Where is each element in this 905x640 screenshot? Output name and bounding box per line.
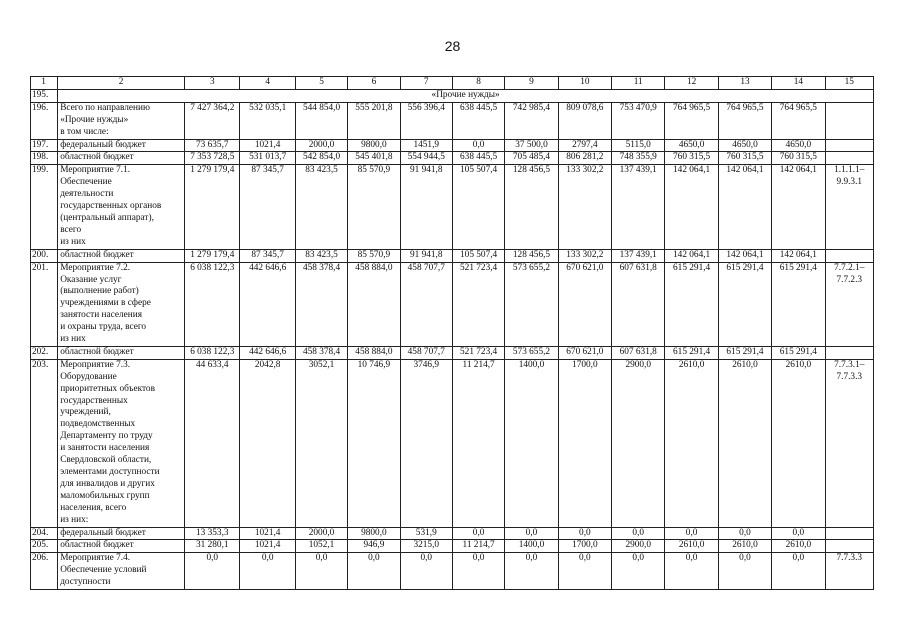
value-cell: 0,0 (452, 527, 504, 540)
column-number-cell: 7 (400, 77, 452, 90)
value-cell: 542 854,0 (295, 152, 347, 165)
value-cell: 573 655,2 (505, 346, 558, 359)
value-cell: 0,0 (505, 527, 558, 540)
value-cell: 37 500,0 (505, 139, 558, 152)
value-cell: 0,0 (718, 527, 771, 540)
value-cell: 142 064,1 (665, 165, 718, 249)
value-cell: 2610,0 (718, 540, 771, 553)
value-cell: 2610,0 (772, 540, 825, 553)
value-cell: 544 854,0 (295, 102, 347, 139)
table-row (31, 262, 874, 346)
description-cell: Мероприятие 7.3. Оборудование приоритетных объектов государственных учреждений, подведомственных Департаменту по труду и занятости населения Свердловской области, элементами доступности для инвалидов и других маломобильных групп населения, всего из них: (58, 359, 185, 527)
value-cell: 0,0 (452, 553, 504, 590)
row-number-cell: 197. (31, 139, 58, 152)
value-cell: 607 631,8 (612, 262, 665, 346)
value-cell: 458 378,4 (295, 346, 347, 359)
value-cell: 760 315,5 (718, 152, 771, 165)
value-cell: 742 985,4 (505, 102, 558, 139)
target-reference-cell (825, 139, 873, 152)
value-cell: 607 631,8 (612, 346, 665, 359)
value-cell: 105 507,4 (452, 249, 504, 262)
value-cell: 0,0 (718, 553, 771, 590)
value-cell: 1700,0 (558, 359, 611, 527)
description-cell: областной бюджет (58, 346, 185, 359)
row-number-cell: 205. (31, 540, 58, 553)
target-reference-cell: 1.1.1.1– 9.9.3.1 (825, 165, 873, 249)
value-cell: 13 353,3 (185, 527, 240, 540)
column-number-cell: 10 (558, 77, 611, 90)
row-number-cell: 196. (31, 102, 58, 139)
row-number-cell: 202. (31, 346, 58, 359)
value-cell: 760 315,5 (665, 152, 718, 165)
value-cell: 3052,1 (295, 359, 347, 527)
column-number-cell: 15 (825, 77, 873, 90)
value-cell: 458 707,7 (400, 346, 452, 359)
table-row (31, 553, 874, 590)
value-cell: 1400,0 (505, 359, 558, 527)
value-cell: 0,0 (295, 553, 347, 590)
value-cell: 615 291,4 (718, 346, 771, 359)
row-number-cell: 200. (31, 249, 58, 262)
row-number-cell: 199. (31, 165, 58, 249)
value-cell: 760 315,5 (772, 152, 825, 165)
table-row (31, 152, 874, 165)
value-cell: 11 214,7 (452, 359, 504, 527)
value-cell: 9800,0 (348, 527, 400, 540)
value-cell: 2042,8 (240, 359, 295, 527)
description-cell: Мероприятие 7.2. Оказание услуг (выполнение работ) учреждениями в сфере занятости населения и охраны труда, всего из них (58, 262, 185, 346)
value-cell: 0,0 (558, 553, 611, 590)
value-cell: 1400,0 (505, 540, 558, 553)
value-cell: 11 214,7 (452, 540, 504, 553)
value-cell: 2610,0 (772, 359, 825, 527)
column-number-cell: 6 (348, 77, 400, 90)
value-cell: 806 281,2 (558, 152, 611, 165)
value-cell: 764 965,5 (772, 102, 825, 139)
value-cell: 554 944,5 (400, 152, 452, 165)
value-cell: 1451,9 (400, 139, 452, 152)
value-cell: 4650,0 (772, 139, 825, 152)
value-cell: 670 621,0 (558, 346, 611, 359)
value-cell: 87 345,7 (240, 165, 295, 249)
value-cell: 7 353 728,5 (185, 152, 240, 165)
description-cell: Мероприятие 7.1. Обеспечение деятельности государственных органов (центральный аппарат), всего из них (58, 165, 185, 249)
target-reference-cell (825, 346, 873, 359)
value-cell: 615 291,4 (665, 346, 718, 359)
column-number-cell: 13 (718, 77, 771, 90)
value-cell: 0,0 (665, 553, 718, 590)
value-cell: 142 064,1 (665, 249, 718, 262)
target-reference-cell: 7.7.3.1– 7.7.3.3 (825, 359, 873, 527)
value-cell: 44 633,4 (185, 359, 240, 527)
row-number-cell: 195. (31, 89, 58, 102)
value-cell: 458 378,4 (295, 262, 347, 346)
value-cell: 133 302,2 (558, 249, 611, 262)
column-number-cell: 12 (665, 77, 718, 90)
value-cell: 91 941,8 (400, 249, 452, 262)
value-cell: 91 941,8 (400, 165, 452, 249)
description-cell: областной бюджет (58, 249, 185, 262)
value-cell: 0,0 (240, 553, 295, 590)
value-cell: 0,0 (665, 527, 718, 540)
value-cell: 946,9 (348, 540, 400, 553)
value-cell: 0,0 (505, 553, 558, 590)
description-cell: Мероприятие 7.4. Обеспечение условий доступности (58, 553, 185, 590)
value-cell: 748 355,9 (612, 152, 665, 165)
value-cell: 521 723,4 (452, 346, 504, 359)
value-cell: 753 470,9 (612, 102, 665, 139)
value-cell: 83 423,5 (295, 165, 347, 249)
table-row (31, 346, 874, 359)
table-row (31, 540, 874, 553)
column-number-row (31, 77, 874, 90)
value-cell: 615 291,4 (718, 262, 771, 346)
value-cell: 0,0 (452, 139, 504, 152)
value-cell: 5115,0 (612, 139, 665, 152)
value-cell: 2610,0 (718, 359, 771, 527)
value-cell: 532 035,1 (240, 102, 295, 139)
section-row (31, 89, 874, 102)
value-cell: 10 746,9 (348, 359, 400, 527)
value-cell: 142 064,1 (772, 165, 825, 249)
value-cell: 73 635,7 (185, 139, 240, 152)
target-reference-cell (825, 249, 873, 262)
table-row (31, 139, 874, 152)
value-cell: 4650,0 (665, 139, 718, 152)
target-reference-cell: 7.7.2.1– 7.7.2.3 (825, 262, 873, 346)
value-cell: 615 291,4 (772, 346, 825, 359)
table-row (31, 102, 874, 139)
description-cell: областной бюджет (58, 540, 185, 553)
value-cell: 705 485,4 (505, 152, 558, 165)
value-cell: 3215,0 (400, 540, 452, 553)
value-cell: 85 570,9 (348, 249, 400, 262)
value-cell: 0,0 (612, 527, 665, 540)
value-cell: 555 201,8 (348, 102, 400, 139)
value-cell: 137 439,1 (612, 249, 665, 262)
value-cell: 128 456,5 (505, 165, 558, 249)
row-number-cell: 206. (31, 553, 58, 590)
value-cell: 531,9 (400, 527, 452, 540)
page-number: 28 (444, 38, 461, 54)
target-reference-cell (825, 152, 873, 165)
value-cell: 2000,0 (295, 139, 347, 152)
value-cell: 531 013,7 (240, 152, 295, 165)
value-cell: 1021,4 (240, 139, 295, 152)
description-cell: федеральный бюджет (58, 139, 185, 152)
value-cell: 128 456,5 (505, 249, 558, 262)
value-cell: 85 570,9 (348, 165, 400, 249)
table-row (31, 165, 874, 249)
value-cell: 4650,0 (718, 139, 771, 152)
section-title-cell: «Прочие нужды» (58, 89, 874, 102)
column-number-cell: 11 (612, 77, 665, 90)
value-cell: 556 396,4 (400, 102, 452, 139)
value-cell: 83 423,5 (295, 249, 347, 262)
value-cell: 1021,4 (240, 527, 295, 540)
column-number-cell: 3 (185, 77, 240, 90)
value-cell: 1700,0 (558, 540, 611, 553)
row-number-cell: 198. (31, 152, 58, 165)
value-cell: 31 280,1 (185, 540, 240, 553)
value-cell: 2610,0 (665, 540, 718, 553)
value-cell: 6 038 122,3 (185, 262, 240, 346)
value-cell: 809 078,6 (558, 102, 611, 139)
value-cell: 0,0 (558, 527, 611, 540)
description-cell: областной бюджет (58, 152, 185, 165)
value-cell: 458 884,0 (348, 262, 400, 346)
value-cell: 458 884,0 (348, 346, 400, 359)
value-cell: 0,0 (772, 527, 825, 540)
column-number-cell: 9 (505, 77, 558, 90)
budget-table (30, 76, 874, 590)
value-cell: 9800,0 (348, 139, 400, 152)
value-cell: 2610,0 (665, 359, 718, 527)
description-cell: федеральный бюджет (58, 527, 185, 540)
value-cell: 142 064,1 (718, 249, 771, 262)
value-cell: 1 279 179,4 (185, 249, 240, 262)
value-cell: 2900,0 (612, 359, 665, 527)
value-cell: 458 707,7 (400, 262, 452, 346)
value-cell: 573 655,2 (505, 262, 558, 346)
value-cell: 2797,4 (558, 139, 611, 152)
row-number-cell: 203. (31, 359, 58, 527)
value-cell: 0,0 (772, 553, 825, 590)
value-cell: 105 507,4 (452, 165, 504, 249)
table-row (31, 359, 874, 527)
row-number-cell: 204. (31, 527, 58, 540)
value-cell: 2000,0 (295, 527, 347, 540)
value-cell: 615 291,4 (665, 262, 718, 346)
value-cell: 2900,0 (612, 540, 665, 553)
column-number-cell: 8 (452, 77, 504, 90)
column-number-cell: 14 (772, 77, 825, 90)
column-number-cell: 5 (295, 77, 347, 90)
value-cell: 521 723,4 (452, 262, 504, 346)
value-cell: 545 401,8 (348, 152, 400, 165)
value-cell: 87 345,7 (240, 249, 295, 262)
value-cell: 137 439,1 (612, 165, 665, 249)
value-cell: 1 279 179,4 (185, 165, 240, 249)
value-cell: 670 621,0 (558, 262, 611, 346)
value-cell: 442 646,6 (240, 262, 295, 346)
value-cell: 764 965,5 (718, 102, 771, 139)
value-cell: 0,0 (348, 553, 400, 590)
value-cell: 1052,1 (295, 540, 347, 553)
value-cell: 764 965,5 (665, 102, 718, 139)
column-number-cell: 4 (240, 77, 295, 90)
column-number-cell: 2 (58, 77, 185, 90)
target-reference-cell: 7.7.3.3 (825, 553, 873, 590)
value-cell: 142 064,1 (772, 249, 825, 262)
target-reference-cell (825, 527, 873, 540)
description-cell: Всего по направлению «Прочие нужды» в том числе: (58, 102, 185, 139)
value-cell: 0,0 (185, 553, 240, 590)
value-cell: 638 445,5 (452, 102, 504, 139)
value-cell: 3746,9 (400, 359, 452, 527)
target-reference-cell (825, 102, 873, 139)
value-cell: 442 646,6 (240, 346, 295, 359)
row-number-cell: 201. (31, 262, 58, 346)
value-cell: 142 064,1 (718, 165, 771, 249)
value-cell: 0,0 (400, 553, 452, 590)
value-cell: 1021,4 (240, 540, 295, 553)
target-reference-cell (825, 540, 873, 553)
table-row (31, 527, 874, 540)
value-cell: 133 302,2 (558, 165, 611, 249)
table-row (31, 249, 874, 262)
value-cell: 7 427 364,2 (185, 102, 240, 139)
value-cell: 638 445,5 (452, 152, 504, 165)
value-cell: 6 038 122,3 (185, 346, 240, 359)
value-cell: 615 291,4 (772, 262, 825, 346)
value-cell: 0,0 (612, 553, 665, 590)
column-number-cell: 1 (31, 77, 58, 90)
